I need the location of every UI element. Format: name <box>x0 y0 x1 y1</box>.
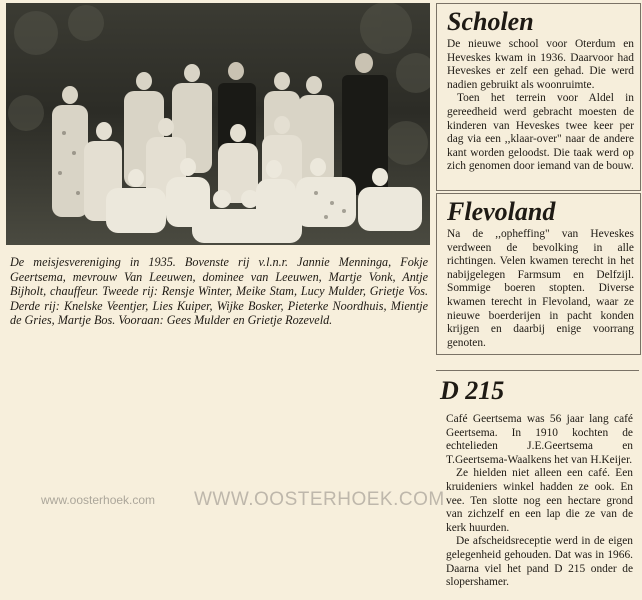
article-paragraph: Na de ,,opheffing" van Heveskes verdween de bevolking in alle richtingen. Velen kwamen terecht in het nabijgelegen Farmsum en Delfzijl. Sommige boeren stopten. Diverse kwamen terecht in Flevoland, waar ze nieuwe boerderijen in pacht konden krijgen en daarbij enige voorrang genoten. <box>447 228 634 349</box>
article-scholen <box>436 3 641 191</box>
photo-block <box>6 3 430 377</box>
watermark-large: WWW.OOSTERHOEK.COM <box>194 489 445 510</box>
article-body <box>437 226 640 350</box>
article-paragraph: Café Geertsema was 56 jaar lang café Geertsema. In 1910 kochten de echtelieden J.E.Geertsema en T.Geertsema-Waalkens het van H.Keijer. <box>446 413 633 466</box>
article-title: D 215 <box>440 376 505 405</box>
group-photo <box>6 3 430 245</box>
article-body <box>437 36 640 174</box>
photo-caption: De meisjesvereniging in 1935. Bovenste rij v.l.n.r. Jannie Menninga, Fokje Geertsema, mevrouw Van Leeuwen, dominee van Leeuwen, Martje Vonk, Antje Bijholt, chauffeur. Tweede rij: Rensje Winter, Meike Stam, Lucy Mulder, Grietje Vos. Derde rij: Knelske Veentjer, Lies Kuiper, Wijke Bosker, Pieterke Noordhuis, Mientje de Gries, Martje Bos. Vooraan: Gees Mulder en Grietje Rozeveld. <box>10 255 428 328</box>
article-paragraph: De nieuwe school voor Oterdum en Heveskes kwam in 1936. Daarvoor had Heveskes er zelf een gehad. Die werd nadien gebruikt als woonruimte. <box>447 38 634 91</box>
article-body <box>436 405 639 590</box>
article-paragraph: Ze hielden niet alleen een café. Een kruideniers winkel hadden ze ook. En vee. Ten slotte nog een hectare grond van zichzelf en een lap die ze van de kerk huurden. <box>446 467 633 534</box>
article-title: Flevoland <box>447 197 556 226</box>
article-paragraph: Toen het terrein voor Aldel in gereedheid werd gebracht moesten de kinderen van Heveskes twee keer per dag via een ,,klaar-over" naar de andere kant worden geloodst. Die taak werd op zich genomen door iemand van de bouw. <box>447 92 634 173</box>
article-flevoland <box>436 193 641 355</box>
watermark-small: www.oosterhoek.com <box>41 493 156 507</box>
article-paragraph: De afscheidsreceptie werd in de eigen gelegenheid gehouden. Dat was in 1966. Daarna viel het pand D 215 onder de slopershamer. <box>446 535 633 589</box>
article-d215 <box>436 370 639 599</box>
article-title: Scholen <box>447 7 534 36</box>
